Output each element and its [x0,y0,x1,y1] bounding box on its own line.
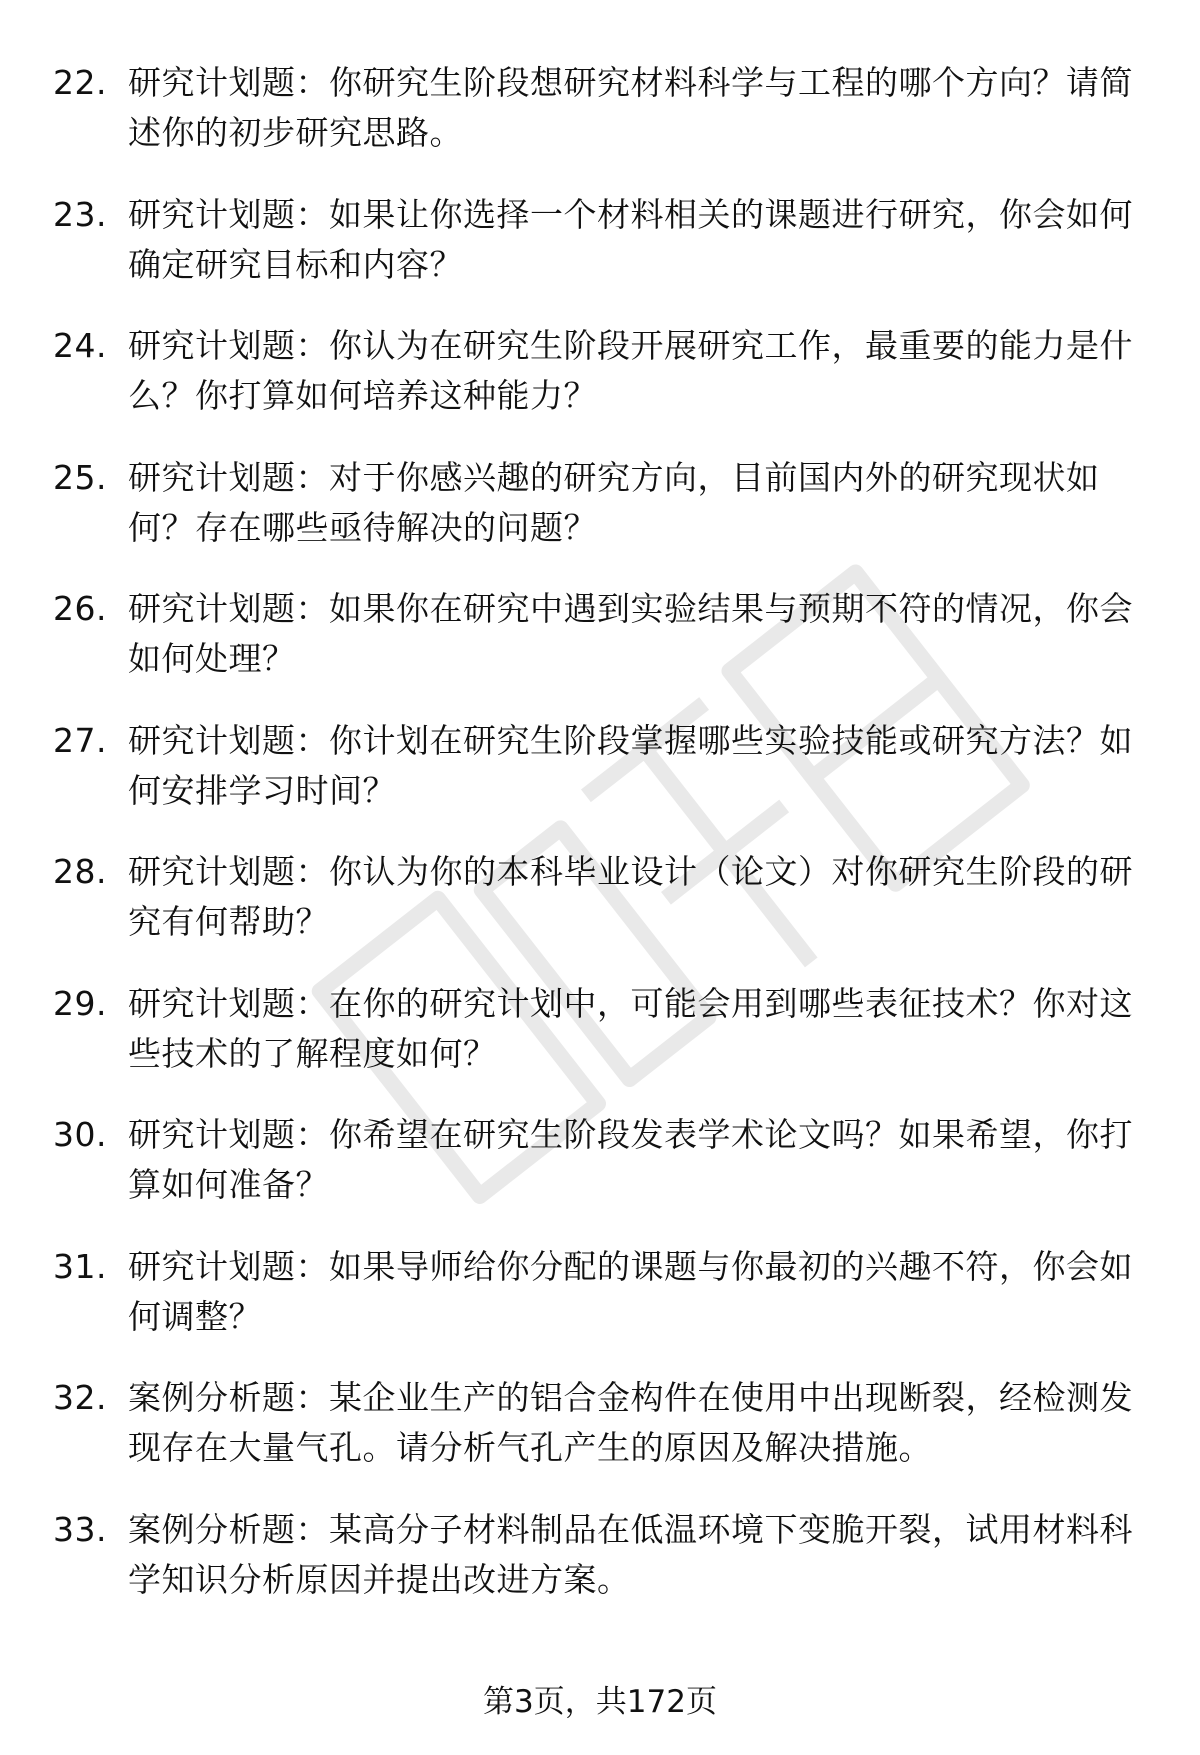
page-number-label: 第3页，共172页 [483,1684,717,1720]
question-number: 33. [53,1509,107,1549]
question-text: 研究计划题：你认为在研究生阶段开展研究工作，最重要的能力是什么？你打算如何培养这种能力？ [128,326,1133,415]
list-item [0,847,1200,979]
list-item [0,321,1200,453]
question-number: 28. [53,852,107,891]
list-item [0,1110,1200,1242]
question-text: 研究计划题：如果让你选择一个材料相关的课题进行研究，你会如何确定研究目标和内容？ [128,194,1133,284]
question-text: 研究计划题：你希望在研究生阶段发表学术论文吗？如果希望，你打算如何准备？ [128,1115,1133,1204]
question-number: 29. [53,983,107,1023]
question-text: 案例分析题：某高分子材料制品在低温环境下变脆开裂，试用材料科学知识分析原因并提出改进方案。 [128,1509,1133,1599]
list-item [0,1373,1200,1505]
question-text: 研究计划题：如果你在研究中遇到实验结果与预期不符的情况，你会如何处理？ [128,589,1133,678]
question-number: 23. [53,194,107,234]
list-item [0,453,1200,585]
question-text: 研究计划题：如果导师给你分配的课题与你最初的兴趣不符，你会如何调整？ [128,1246,1133,1336]
question-text: 研究计划题：对于你感兴趣的研究方向，目前国内外的研究现状如何？存在哪些亟待解决的问题？ [128,457,1100,547]
question-number: 32. [53,1378,107,1417]
question-text: 研究计划题：你认为你的本科毕业设计（论文）对你研究生阶段的研究有何帮助？ [128,852,1133,941]
list-item [0,1505,1200,1637]
question-text: 研究计划题：你研究生阶段想研究材料科学与工程的哪个方向？请简述你的初步研究思路。 [128,63,1133,152]
question-number: 30. [53,1115,107,1154]
question-number: 26. [53,589,107,628]
question-text: 研究计划题：在你的研究计划中，可能会用到哪些表征技术？你对这些技术的了解程度如何？ [128,983,1133,1073]
question-number: 25. [53,457,107,497]
question-number: 24. [53,326,107,365]
question-number: 31. [53,1246,107,1286]
list-item [0,716,1200,848]
list-item [0,1242,1200,1374]
question-list [0,58,1200,1636]
list-item [0,190,1200,322]
list-item [0,979,1200,1111]
question-number: 27. [53,720,107,760]
question-text: 案例分析题：某企业生产的铝合金构件在使用中出现断裂，经检测发现存在大量气孔。请分析气孔产生的原因及解决措施。 [128,1378,1133,1467]
question-text: 研究计划题：你计划在研究生阶段掌握哪些实验技能或研究方法？如何安排学习时间？ [128,720,1133,810]
question-number: 22. [53,63,107,102]
page-footer [0,1680,1200,1724]
list-item [0,58,1200,190]
list-item [0,584,1200,716]
